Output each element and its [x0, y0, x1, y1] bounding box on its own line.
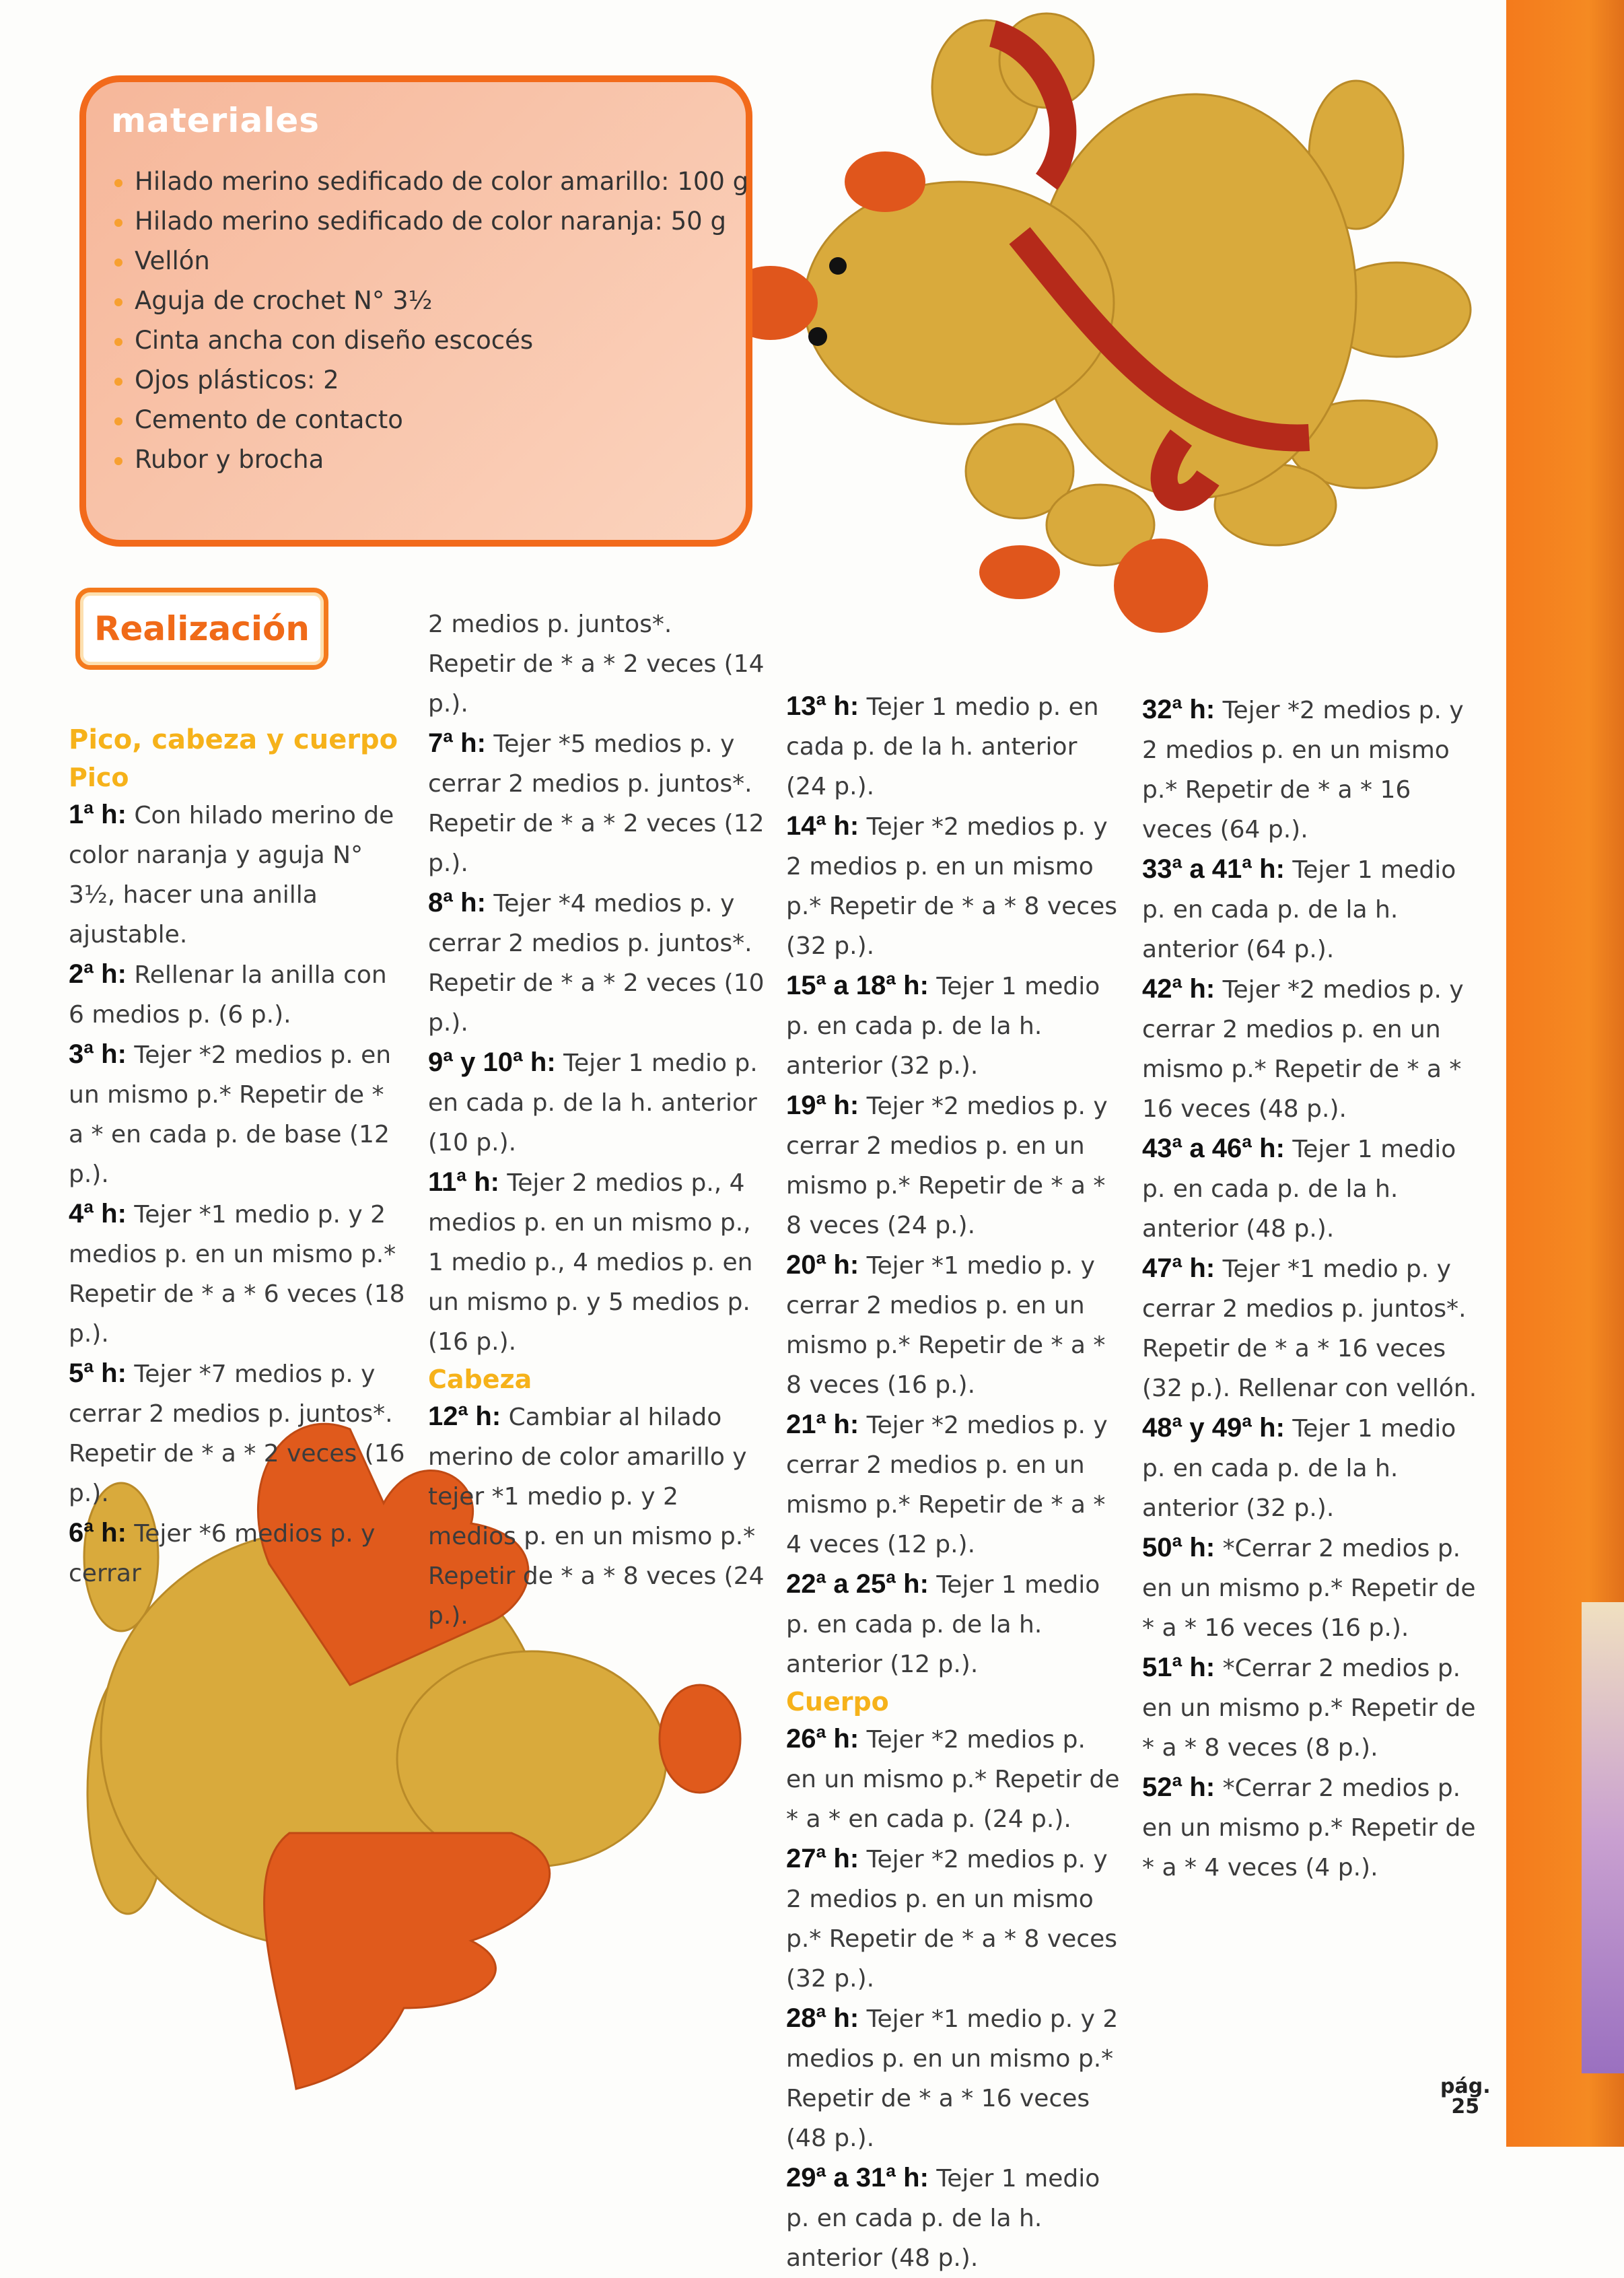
instruction-row	[69, 1354, 405, 1513]
materials-item	[114, 360, 748, 400]
row-label: 15ª a 18ª h:	[786, 971, 929, 1000]
row-text: Tejer *2 medios p. y 2 medios p. en un mismo p.* Repetir de * a * 8 veces (32 p.).	[786, 1846, 1117, 1993]
instruction-row	[786, 1564, 1123, 1684]
bullet-icon	[114, 258, 122, 267]
column-1	[69, 720, 405, 1593]
row-label: 20ª h:	[786, 1250, 859, 1280]
row-text: Tejer 1 medio p. en cada p. de la h. anterior (48 p.).	[786, 2165, 1100, 2272]
row-label: 48ª y 49ª h:	[1142, 1413, 1285, 1443]
instruction-continued: 2 medios p. juntos*. Repetir de * a * 2 veces (14 p.).	[428, 611, 765, 718]
row-label: 42ª h:	[1142, 974, 1215, 1004]
materials-item	[114, 440, 748, 479]
instruction-row	[428, 883, 765, 1043]
instruction-row	[428, 1397, 765, 1636]
row-label: 51ª h:	[1142, 1653, 1215, 1682]
row-label: 26ª h:	[786, 1724, 859, 1754]
row-label: 4ª h:	[69, 1199, 127, 1229]
bullet-icon	[114, 338, 122, 346]
page-number-value: 25	[1451, 2095, 1480, 2118]
row-text: Con hilado merino de color naranja y aguja N° 3½, hacer una anilla ajustable.	[69, 802, 394, 948]
instruction-row	[786, 2158, 1123, 2278]
chicken-photo-top	[670, 7, 1508, 646]
row-text: Tejer *2 medios p. en un mismo p.* Repetir de * a * en cada p. (24 p.).	[786, 1726, 1120, 1833]
bullet-icon	[114, 457, 122, 465]
row-text: Tejer *5 medios p. y cerrar 2 medios p. juntos*. Repetir de * a * 2 veces (12 p.).	[428, 730, 765, 877]
instruction-row	[1142, 850, 1479, 969]
instruction-row	[69, 955, 405, 1035]
instruction-row	[1142, 1408, 1479, 1528]
subsection-cuerpo: Cuerpo	[786, 1687, 889, 1717]
subsection-cabeza: Cabeza	[428, 1365, 532, 1394]
row-text: Tejer *2 medios p. y cerrar 2 medios p. en un mismo p.* Repetir de * a * 8 veces (24 p.).	[786, 1093, 1108, 1239]
row-text: Tejer 1 medio p. en cada p. de la h. anterior (32 p.).	[786, 973, 1100, 1080]
instruction-row	[1142, 1528, 1479, 1648]
row-text: Rellenar la anilla con 6 medios p. (6 p.).	[69, 961, 387, 1029]
realizacion-title: Realización	[94, 609, 310, 648]
instruction-row	[786, 966, 1123, 1086]
instruction-row	[69, 1035, 405, 1194]
row-label: 32ª h:	[1142, 695, 1215, 724]
row-text: *Cerrar 2 medios p. en un mismo p.* Repetir de * a * 4 veces (4 p.).	[1142, 1774, 1476, 1882]
instruction-row	[1142, 1129, 1479, 1249]
row-text: Tejer 1 medio p. en cada p. de la h. anterior (32 p.).	[1142, 1415, 1456, 1522]
row-text: Tejer 1 medio p. en cada p. de la h. anterior (64 p.).	[1142, 856, 1456, 963]
column-3	[786, 687, 1123, 2278]
page-edge-color	[1582, 1602, 1624, 2073]
bullet-icon	[114, 179, 122, 187]
row-text: Tejer *2 medios p. y cerrar 2 medios p. en un mismo p.* Repetir de * a * 16 veces (48 p.).	[1142, 976, 1464, 1123]
instruction-row	[786, 687, 1123, 806]
bullet-icon	[114, 219, 122, 227]
row-label: 33ª a 41ª h:	[1142, 854, 1285, 884]
materials-item-text: Hilado merino sedificado de color naranja: 50 g	[135, 207, 726, 236]
section-title: Pico, cabeza y cuerpo	[69, 724, 398, 755]
row-label: 2ª h:	[69, 959, 127, 989]
bullet-icon	[114, 417, 122, 425]
row-label: 29ª a 31ª h:	[786, 2163, 929, 2193]
row-text: Cambiar al hilado merino de color amarillo y tejer *1 medio p. y 2 medios p. en un mismo p.* Repetir de * a * 8 veces (24 p.).	[428, 1404, 765, 1630]
row-text: Tejer *6 medios p. y cerrar	[69, 1520, 376, 1587]
materials-title: materiales	[111, 101, 320, 140]
row-label: 14ª h:	[786, 811, 859, 841]
bullet-icon	[114, 378, 122, 386]
row-text: Tejer *2 medios p. en un mismo p.* Repetir de * a * en cada p. de base (12 p.).	[69, 1041, 392, 1188]
row-label: 7ª h:	[428, 728, 486, 758]
row-label: 28ª h:	[786, 2003, 859, 2033]
row-label: 12ª h:	[428, 1402, 501, 1431]
instruction-row	[69, 795, 405, 955]
row-text: Tejer *1 medio p. y 2 medios p. en un mismo p.* Repetir de * a * 16 veces (48 p.).	[786, 2005, 1119, 2152]
row-text: Tejer *4 medios p. y cerrar 2 medios p. juntos*. Repetir de * a * 2 veces (10 p.).	[428, 890, 765, 1037]
row-text: Tejer 1 medio p. en cada p. de la h. anterior (24 p.).	[786, 693, 1099, 800]
instruction-row	[786, 1999, 1123, 2158]
materials-item	[114, 281, 748, 320]
instruction-row	[786, 1245, 1123, 1405]
row-text: Tejer *2 medios p. y 2 medios p. en un mismo p.* Repetir de * a * 16 veces (64 p.).	[1142, 697, 1464, 843]
instruction-row	[786, 806, 1123, 966]
instruction-row	[786, 1719, 1123, 1839]
instruction-row	[1142, 690, 1479, 850]
materials-item-text: Hilado merino sedificado de color amarillo: 100 g	[135, 167, 749, 196]
instruction-row	[1142, 969, 1479, 1129]
row-label: 27ª h:	[786, 1844, 859, 1873]
instruction-row	[1142, 1249, 1479, 1408]
materials-item	[114, 201, 748, 241]
row-label: 52ª h:	[1142, 1772, 1215, 1802]
row-label: 8ª h:	[428, 888, 486, 918]
materials-item-text: Rubor y brocha	[135, 445, 324, 474]
row-label: 13ª h:	[786, 691, 859, 721]
instruction-row	[69, 1513, 405, 1593]
materials-item-text: Vellón	[135, 246, 210, 275]
row-text: Tejer *2 medios p. y 2 medios p. en un mismo p.* Repetir de * a * 8 veces (32 p.).	[786, 813, 1117, 960]
instruction-row	[1142, 1768, 1479, 1888]
instruction-row	[786, 1086, 1123, 1245]
row-text: *Cerrar 2 medios p. en un mismo p.* Repetir de * a * 8 veces (8 p.).	[1142, 1655, 1476, 1762]
row-text: Tejer 1 medio p. en cada p. de la h. anterior (10 p.).	[428, 1049, 758, 1157]
column-4	[1142, 690, 1479, 1888]
materials-item	[114, 241, 748, 281]
row-text: Tejer 2 medios p., 4 medios p. en un mismo p., 1 medio p., 4 medios p. en un mismo p. y 5 medios p. (16 p.).	[428, 1169, 753, 1356]
instruction-row	[1142, 1648, 1479, 1768]
row-text: Tejer *2 medios p. y cerrar 2 medios p. en un mismo p.* Repetir de * a * 4 veces (12 p.).	[786, 1412, 1108, 1558]
row-label: 1ª h:	[69, 800, 127, 829]
column-2	[428, 605, 765, 1636]
row-label: 5ª h:	[69, 1358, 127, 1388]
materials-item-text: Cinta ancha con diseño escocés	[135, 326, 534, 355]
row-text: Tejer *1 medio p. y 2 medios p. en un mismo p.* Repetir de * a * 6 veces (18 p.).	[69, 1201, 405, 1348]
row-label: 3ª h:	[69, 1039, 127, 1069]
page-label: pág.	[1440, 2075, 1491, 2098]
instruction-row	[428, 1163, 765, 1362]
row-label: 21ª h:	[786, 1410, 859, 1439]
materials-item	[114, 320, 748, 360]
row-text: Tejer 1 medio p. en cada p. de la h. anterior (48 p.).	[1142, 1136, 1456, 1243]
row-label: 43ª a 46ª h:	[1142, 1134, 1285, 1163]
row-label: 6ª h:	[69, 1518, 127, 1548]
subsection-pico: Pico	[69, 763, 129, 792]
instruction-row	[786, 1839, 1123, 1999]
materials-item-text: Ojos plásticos: 2	[135, 366, 339, 394]
instruction-row	[786, 1405, 1123, 1564]
row-label: 9ª y 10ª h:	[428, 1047, 556, 1077]
instruction-row	[428, 724, 765, 883]
row-text: Tejer *7 medios p. y cerrar 2 medios p. juntos*. Repetir de * a * 2 veces (16 p.).	[69, 1360, 405, 1507]
row-label: 19ª h:	[786, 1091, 859, 1120]
materials-item	[114, 162, 748, 201]
row-label: 50ª h:	[1142, 1533, 1215, 1562]
row-text: Tejer 1 medio p. en cada p. de la h. anterior (12 p.).	[786, 1571, 1100, 1678]
materials-item-text: Aguja de crochet N° 3½	[135, 286, 433, 315]
realizacion-badge	[75, 588, 328, 670]
row-label: 22ª a 25ª h:	[786, 1569, 929, 1599]
materials-item	[114, 400, 748, 440]
row-label: 11ª h:	[428, 1167, 499, 1197]
row-text: *Cerrar 2 medios p. en un mismo p.* Repetir de * a * 16 veces (16 p.).	[1142, 1535, 1476, 1642]
row-label: 47ª h:	[1142, 1253, 1215, 1283]
page-number	[1440, 2077, 1491, 2117]
instruction-row	[69, 1194, 405, 1354]
row-text: Tejer *1 medio p. y cerrar 2 medios p. juntos*. Repetir de * a * 16 veces (32 p.). Rellenar con vellón.	[1142, 1255, 1477, 1402]
instruction-row	[428, 1043, 765, 1163]
row-text: Tejer *1 medio p. y cerrar 2 medios p. en un mismo p.* Repetir de * a * 8 veces (16 p.).	[786, 1252, 1106, 1399]
materials-list	[114, 162, 748, 479]
materials-item-text: Cemento de contacto	[135, 405, 403, 434]
bullet-icon	[114, 298, 122, 306]
